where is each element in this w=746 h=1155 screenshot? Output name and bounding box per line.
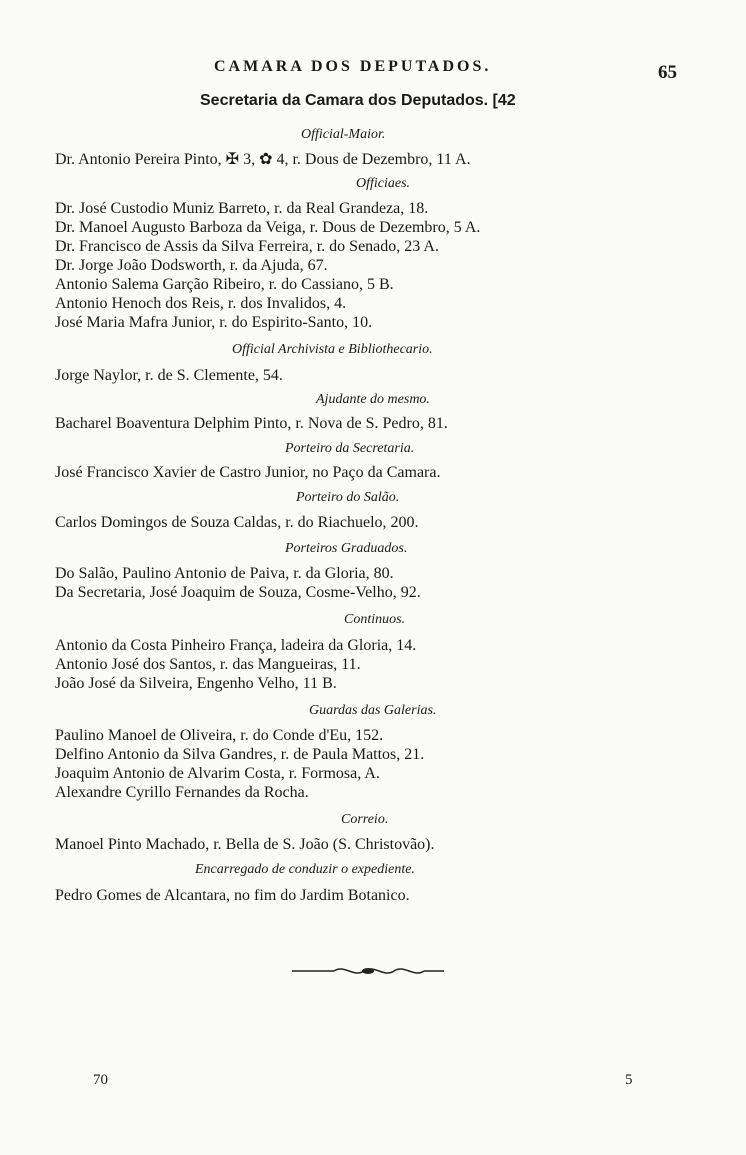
- section-heading: Porteiro do Salão.: [296, 490, 400, 505]
- entry-line: Dr. José Custodio Muniz Barreto, r. da Real Grandeza, 18.: [55, 200, 429, 217]
- entry-line: Antonio da Costa Pinheiro França, ladeira da Gloria, 14.: [55, 637, 417, 654]
- entry-line: Pedro Gomes de Alcantara, no fim do Jardim Botanico.: [55, 887, 410, 904]
- section-heading: Official Archivista e Bibliothecario.: [232, 342, 433, 357]
- page-number: 65: [658, 62, 677, 83]
- section-heading: Official-Maior.: [301, 127, 386, 142]
- entry-line: Dr. Antonio Pereira Pinto, ✠ 3, ✿ 4, r. Dous de Dezembro, 11 A.: [55, 151, 471, 168]
- entry-line: Antonio Salema Garção Ribeiro, r. do Cassiano, 5 B.: [55, 276, 394, 293]
- section-heading: Porteiro da Secretaria.: [285, 441, 415, 456]
- page-subtitle: Secretaria da Camara dos Deputados. [42: [200, 92, 516, 109]
- entry-line: Jorge Naylor, r. de S. Clemente, 54.: [55, 367, 283, 384]
- entry-line: Carlos Domingos de Souza Caldas, r. do Riachuelo, 200.: [55, 514, 419, 531]
- footer-signature-left: 70: [93, 1072, 108, 1088]
- entry-line: Antonio Henoch dos Reis, r. dos Invalidos, 4.: [55, 295, 347, 312]
- section-heading: Porteiros Graduados.: [285, 541, 408, 556]
- section-heading: Guardas das Galerias.: [309, 703, 437, 718]
- section-heading: Ajudante do mesmo.: [316, 392, 430, 407]
- section-heading: Officiaes.: [356, 176, 411, 191]
- entry-line: Dr. Francisco de Assis da Silva Ferreira, r. do Senado, 23 A.: [55, 238, 439, 255]
- section-heading: Correio.: [341, 812, 389, 827]
- entry-line: Da Secretaria, José Joaquim de Souza, Cosme-Velho, 92.: [55, 584, 421, 601]
- entry-line: Dr. Jorge João Dodsworth, r. da Ajuda, 67.: [55, 257, 328, 274]
- entry-line: Manoel Pinto Machado, r. Bella de S. João (S. Christovão).: [55, 836, 435, 853]
- entry-line: Bacharel Boaventura Delphim Pinto, r. Nova de S. Pedro, 81.: [55, 415, 448, 432]
- entry-line: Alexandre Cyrillo Fernandes da Rocha.: [55, 784, 309, 801]
- entry-line: Do Salão, Paulino Antonio de Paiva, r. da Gloria, 80.: [55, 565, 394, 582]
- entry-line: Paulino Manoel de Oliveira, r. do Conde d'Eu, 152.: [55, 727, 384, 744]
- entry-line: José Francisco Xavier de Castro Junior, no Paço da Camara.: [55, 464, 441, 481]
- section-heading: Encarregado de conduzir o expediente.: [195, 862, 415, 877]
- section-heading: Continuos.: [344, 612, 406, 627]
- page-header-title: CAMARA DOS DEPUTADOS.: [214, 58, 492, 75]
- entry-line: Dr. Manoel Augusto Barboza da Veiga, r. Dous de Dezembro, 5 A.: [55, 219, 481, 236]
- entry-line: João José da Silveira, Engenho Velho, 11 B.: [55, 675, 337, 692]
- entry-line: José Maria Mafra Junior, r. do Espirito-Santo, 10.: [55, 314, 373, 331]
- entry-line: Delfino Antonio da Silva Gandres, r. de Paula Mattos, 21.: [55, 746, 425, 763]
- entry-line: Joaquim Antonio de Alvarim Costa, r. Formosa, A.: [55, 765, 380, 782]
- footer-signature-right: 5: [625, 1072, 633, 1088]
- ornament-divider: [292, 964, 444, 978]
- entry-line: Antonio José dos Santos, r. das Mangueiras, 11.: [55, 656, 361, 673]
